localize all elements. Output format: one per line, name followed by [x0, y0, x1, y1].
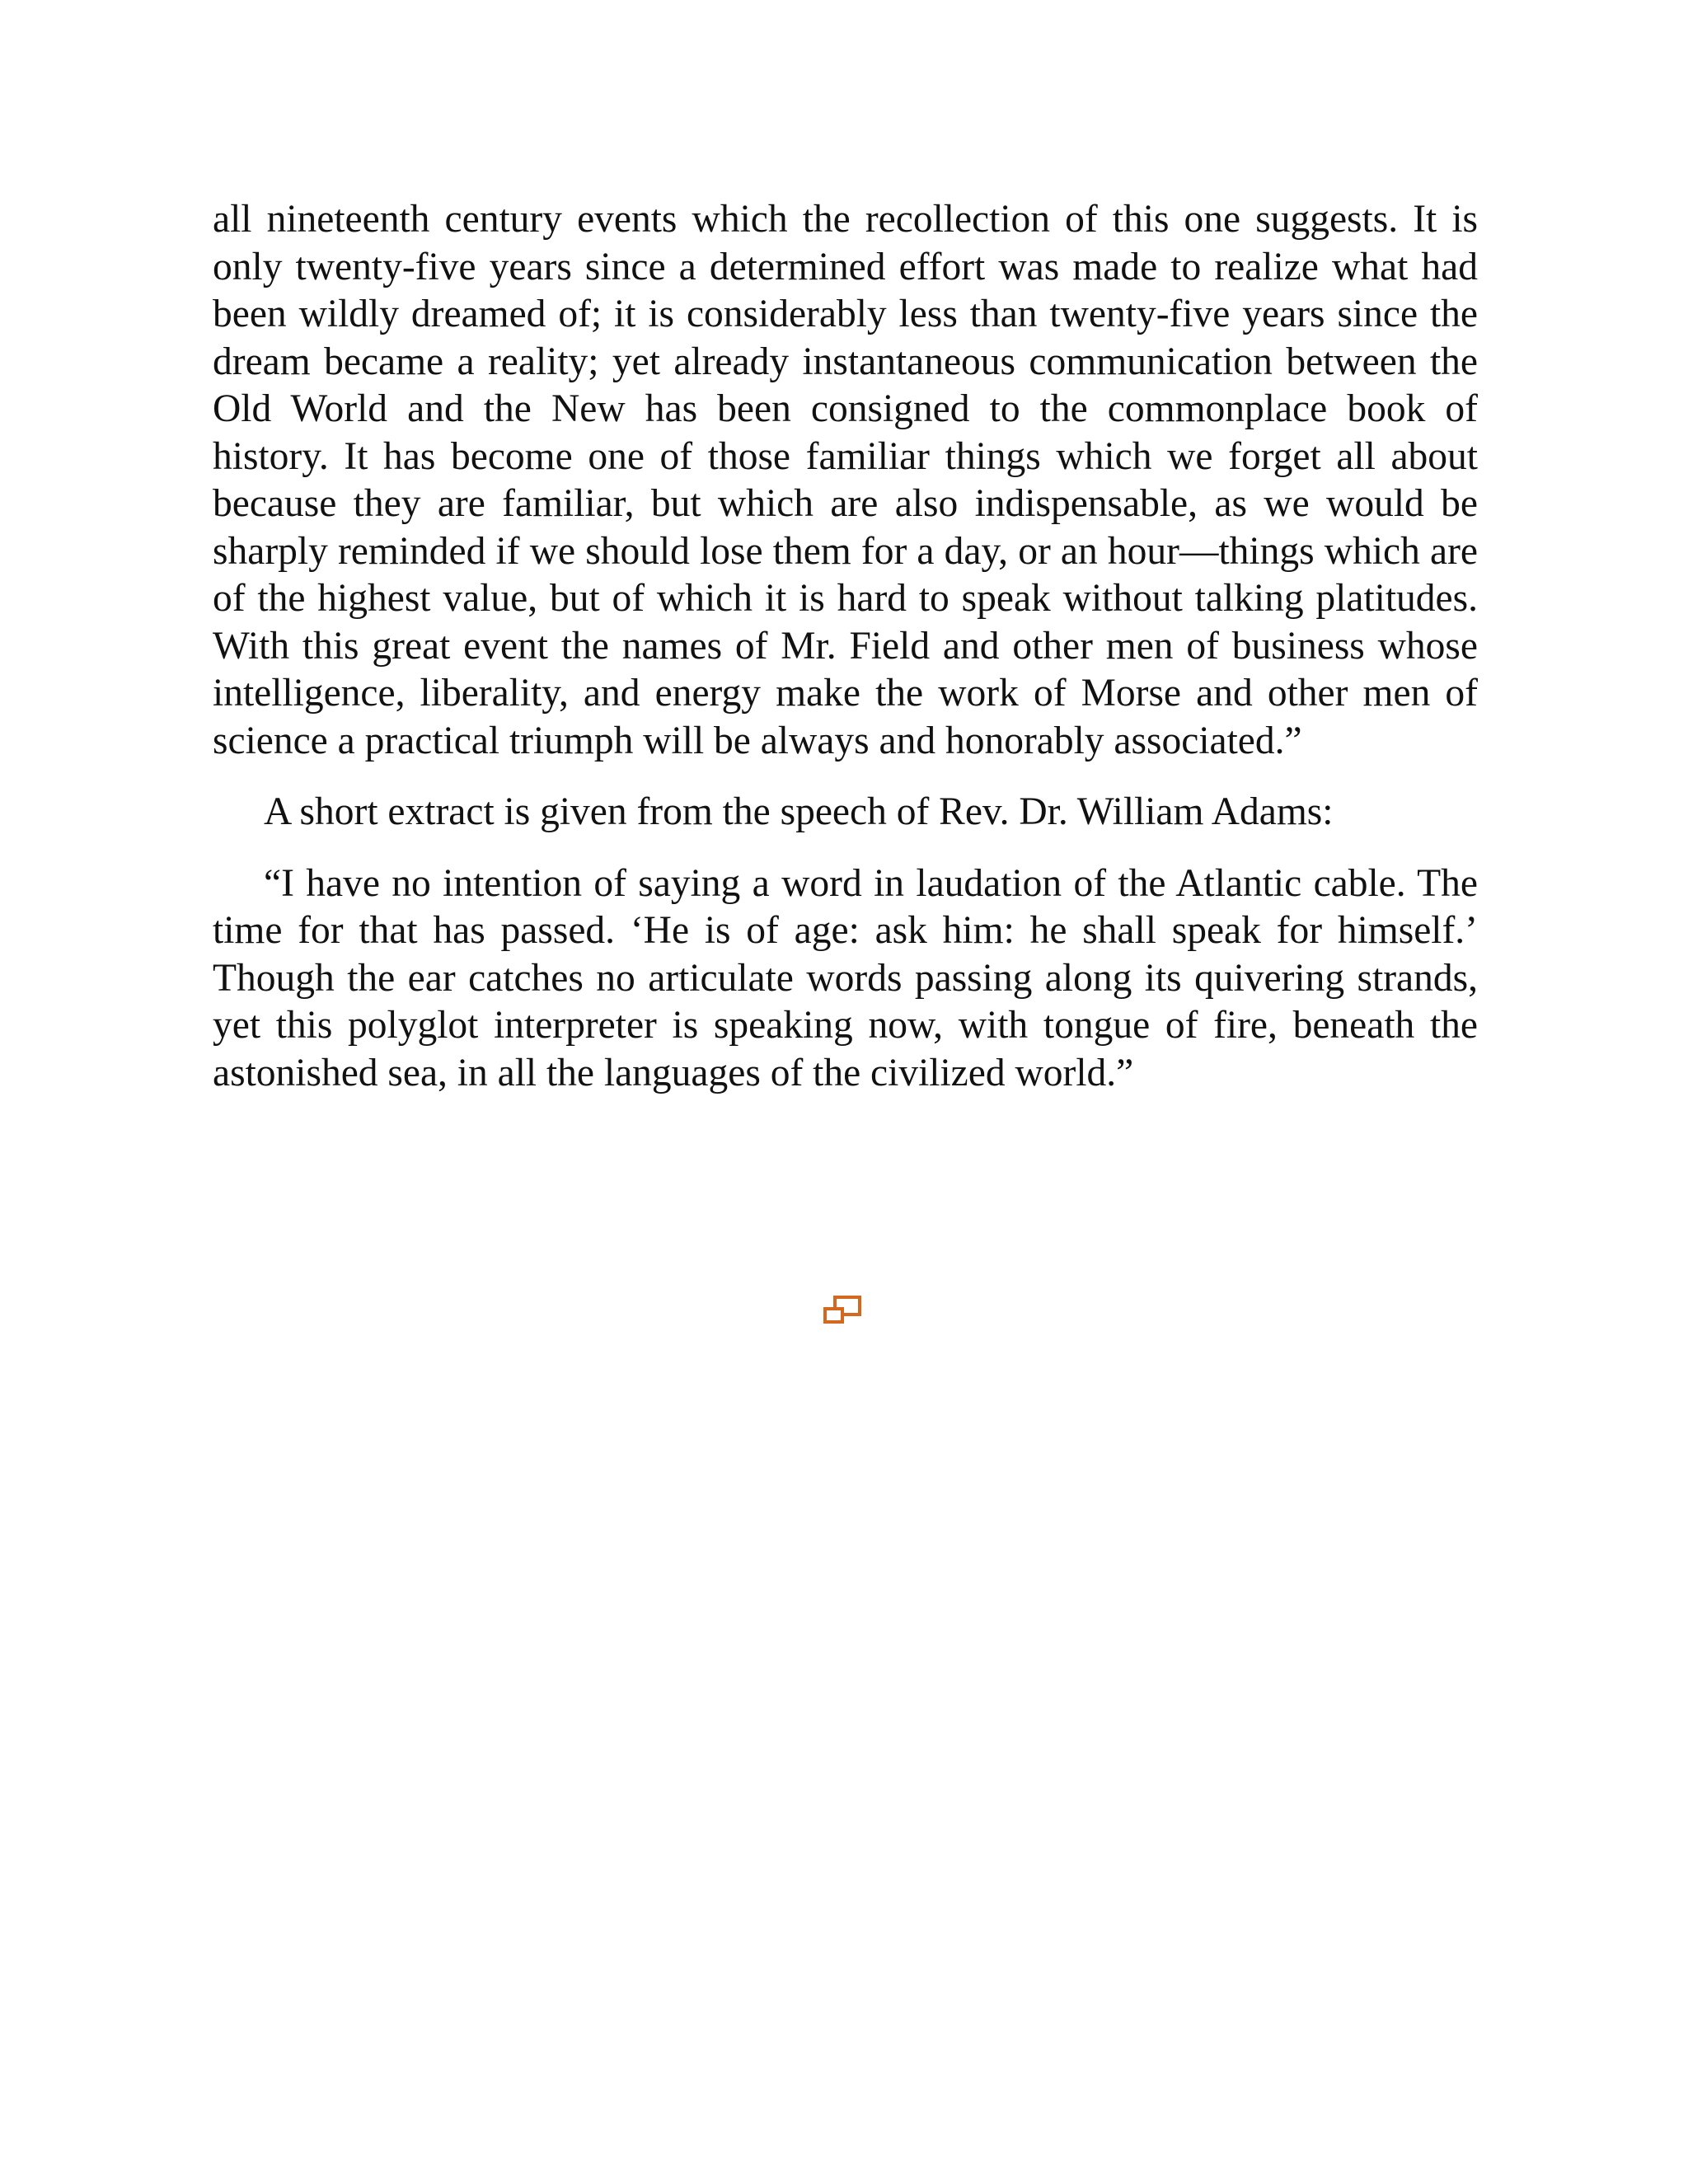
- paragraph-adams-quote: “I have no intention of saying a word in laudation of the Atlantic cable. The time for that has passed. ‘He is of age: ask him: he shall speak for himself.’ Though the ear catches no articulate words passing along its quivering strands, yet this polyglot interpreter is speaking now, with tongue of fire, beneath the astonished sea, in all the languages of the civilized world.”: [213, 861, 1478, 1094]
- external-link-icon-svg: [823, 1293, 864, 1326]
- paragraph-continuation: all nineteenth century events which the recollection of this one suggests. It is only twenty-five years since a determined effort was made to realize what had been wildly dreamed of; it is considerably less than twenty-five years since the dream became a reality; yet already instantaneous communication between the Old World and the New has been consigned to the commonplace book of history. It has become one of those familiar things which we forget all about because they are familiar, but which are also indispensable, as we would be sharply reminded if we should lose them for a day, or an hour—things which are of the highest value, but of which it is hard to speak without talking platitudes. With this great event the names of Mr. Field and other men of business whose intelligence, liberality, and energy make the work of Morse and other men of science a practical triumph will be always and honorably associated.”: [213, 198, 1478, 762]
- body-text: [213, 196, 1478, 1121]
- external-link-icon[interactable]: [823, 1293, 864, 1326]
- paragraph-intro-adams: A short extract is given from the speech of Rev. Dr. William Adams:: [264, 790, 1334, 833]
